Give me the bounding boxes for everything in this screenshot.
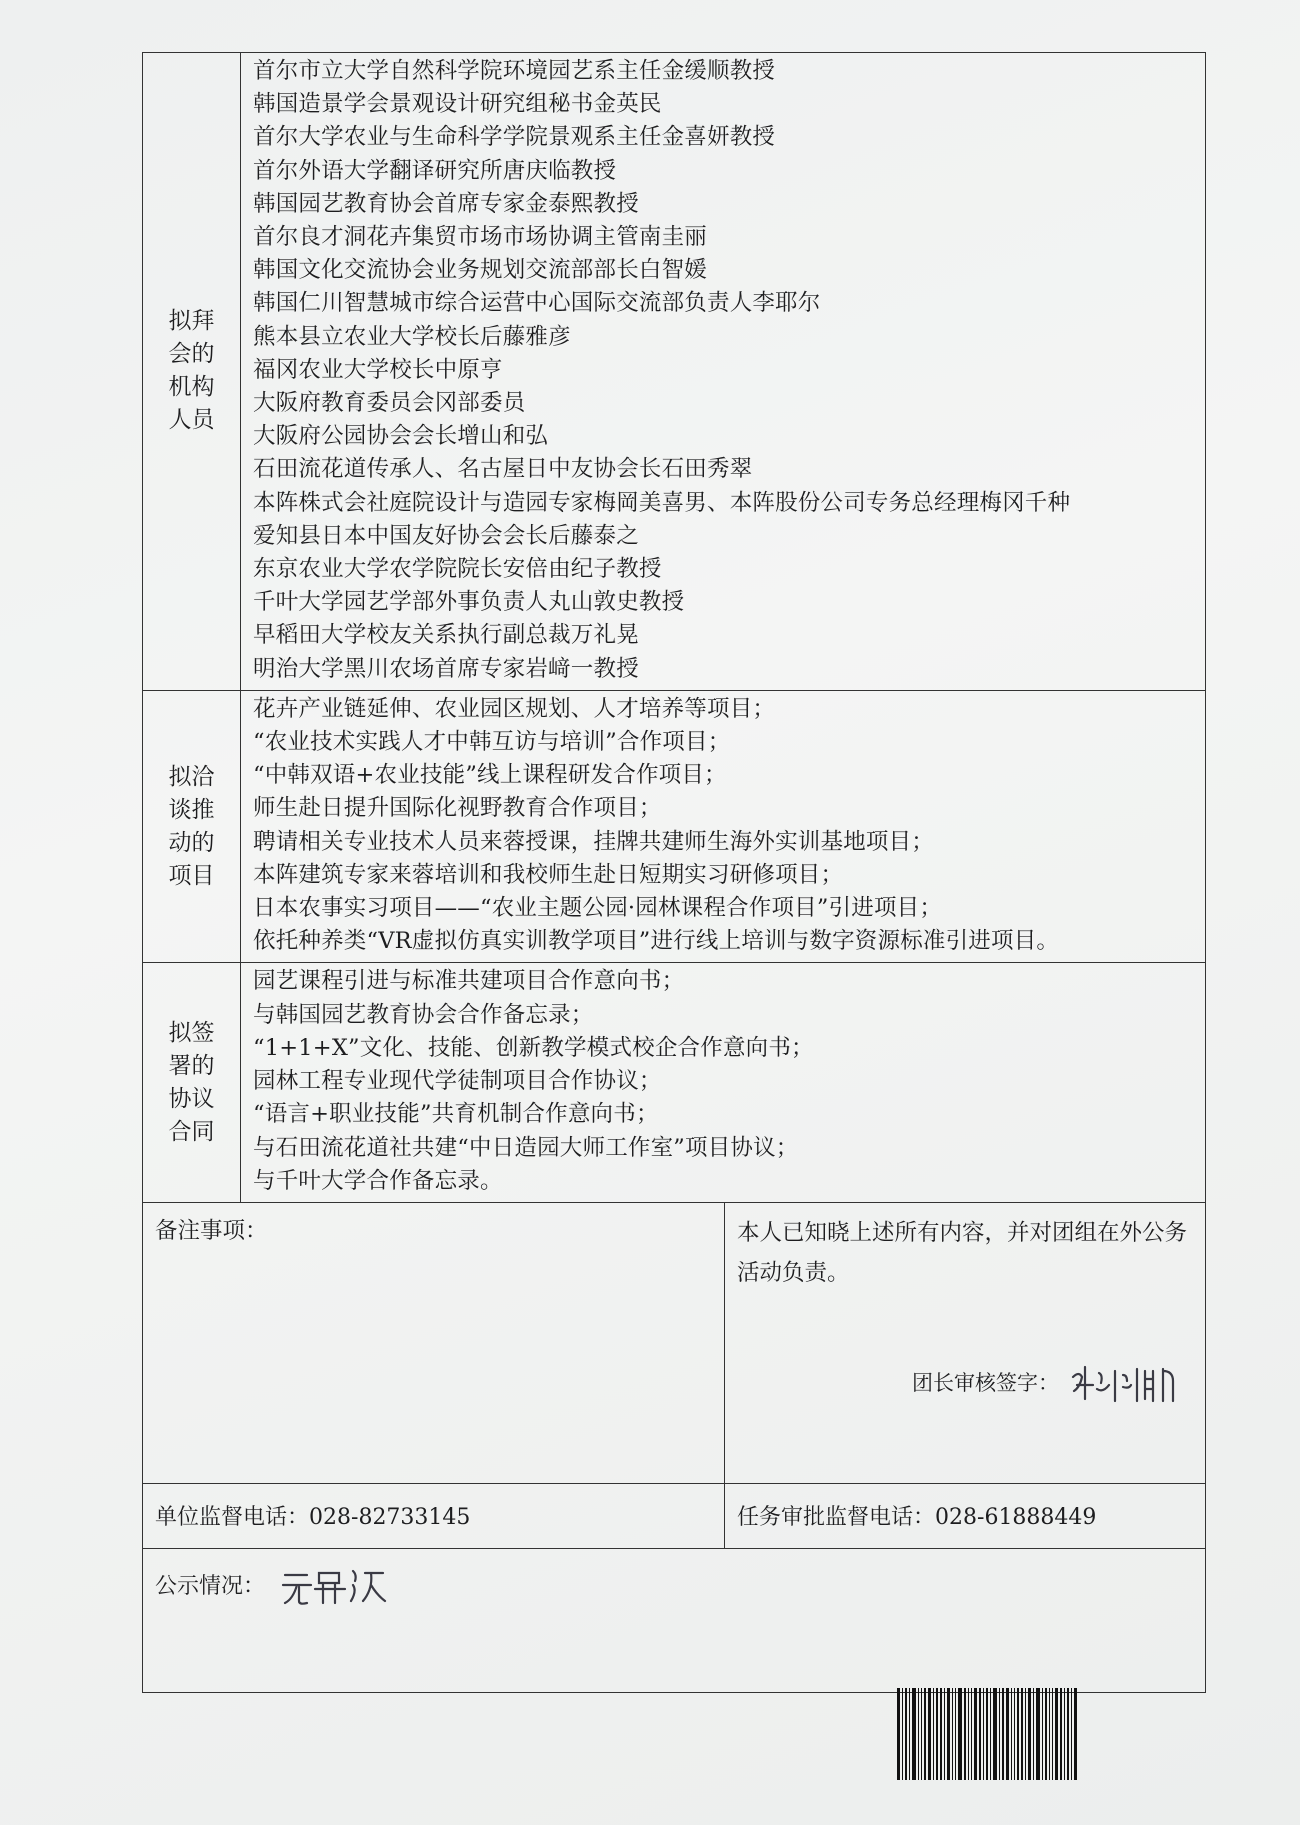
barcode-bar xyxy=(947,1688,950,1780)
list-item: 韩国仁川智慧城市综合运营中心国际交流部负责人李耶尔 xyxy=(253,290,821,317)
barcode-bar xyxy=(986,1688,988,1780)
phones-row xyxy=(143,1483,1206,1548)
list-item: 首尔外语大学翻译研究所唐庆临教授 xyxy=(253,157,617,184)
sign-label: 团长审核签字： xyxy=(912,1370,1060,1395)
barcode-bar xyxy=(1055,1688,1058,1780)
list-item: 首尔良才洞花卉集贸市场市场协调主管南圭丽 xyxy=(253,224,708,251)
barcode-bar xyxy=(1021,1688,1023,1780)
barcode-bar xyxy=(971,1688,972,1780)
projects-list xyxy=(241,690,1206,963)
task-phone-cell xyxy=(725,1483,1206,1548)
list-item: 福冈农业大学校长中原亨 xyxy=(253,356,503,383)
barcode-bar xyxy=(928,1688,931,1780)
barcode-bar xyxy=(979,1688,981,1780)
barcode-bar xyxy=(1014,1688,1015,1780)
barcode-bar xyxy=(921,1688,922,1780)
barcode-bar xyxy=(1036,1688,1040,1780)
list-item: 花卉产业链延伸、农业园区规划、人才培养等项目； xyxy=(253,695,776,722)
barcode xyxy=(897,1688,1160,1780)
remarks-label: 备注事项： xyxy=(155,1217,268,1244)
list-item: 爱知县日本中国友好协会会长后藤泰之 xyxy=(253,522,639,549)
barcode-bar xyxy=(905,1688,907,1780)
task-phone-number: 028-61888449 xyxy=(935,1505,1097,1531)
list-item: 千叶大学园艺学部外事负责人丸山敦史教授 xyxy=(253,589,685,616)
remarks-row xyxy=(143,1202,1206,1483)
handwritten-publicity-value xyxy=(279,1563,389,1607)
acknowledgement-text: 本人已知晓上述所有内容，并对团组在外公务活动负责。 xyxy=(737,1219,1188,1286)
list-item: 园艺课程引进与标准共建项目合作意向书； xyxy=(253,968,685,995)
list-item: “中韩双语+农业技能”线上课程研发合作项目； xyxy=(253,762,727,789)
barcode-bar xyxy=(924,1688,926,1780)
list-item: 东京农业大学农学院院长安倍由纪子教授 xyxy=(253,556,662,583)
barcode-bar xyxy=(1049,1688,1050,1780)
list-item: 日本农事实习项目——“农业主题公园·园林课程合作项目”引进项目； xyxy=(253,895,943,922)
list-item: 早稻田大学校友关系执行副总裁万礼晃 xyxy=(253,622,639,649)
barcode-bar xyxy=(1002,1688,1004,1780)
agreements-list xyxy=(241,963,1206,1202)
barcode-bar xyxy=(912,1688,916,1780)
visit-institutions-label: 拟拜会的机构人员 xyxy=(143,53,241,691)
task-phone-label: 任务审批监督电话： xyxy=(737,1505,936,1531)
list-item: “1+1+X”文化、技能、创新教学模式校企合作意向书； xyxy=(253,1034,814,1061)
approval-form-table xyxy=(142,52,1206,1693)
barcode-bar xyxy=(1074,1688,1077,1780)
list-item: 大阪府教育委员会冈部委员 xyxy=(253,390,526,417)
barcode-bar xyxy=(933,1688,934,1780)
acknowledgement-cell xyxy=(725,1202,1206,1483)
barcode-bar xyxy=(958,1688,962,1780)
barcode-bar xyxy=(1011,1688,1012,1780)
barcode-bar xyxy=(944,1688,945,1780)
barcode-bar xyxy=(968,1688,969,1780)
unit-phone-label: 单位监督电话： xyxy=(155,1505,310,1531)
list-item: 明治大学黑川农场首席专家岩﨑一教授 xyxy=(253,655,639,682)
barcode-bar xyxy=(1033,1688,1034,1780)
barcode-bar xyxy=(918,1688,919,1780)
barcode-bar xyxy=(1052,1688,1053,1780)
list-item: “语言+职业技能”共育机制合作意向书； xyxy=(253,1101,659,1128)
barcode-bar xyxy=(955,1688,956,1780)
list-item: 师生赴日提升国际化视野教育合作项目； xyxy=(253,795,662,822)
barcode-bar xyxy=(993,1688,997,1780)
barcode-bar xyxy=(952,1688,953,1780)
list-item: 石田流花道传承人、名古屋日中友协会长石田秀翠 xyxy=(253,456,753,483)
visit-institutions-list xyxy=(241,53,1206,691)
agreements-label: 拟签署的协议合同 xyxy=(143,963,241,1202)
list-item: 首尔大学农业与生命科学学院景观系主任金喜妍教授 xyxy=(253,124,776,151)
barcode-bar xyxy=(974,1688,977,1780)
barcode-bar xyxy=(1017,1688,1019,1780)
barcode-bar xyxy=(999,1688,1000,1780)
barcode-bar xyxy=(936,1688,938,1780)
handwritten-signature xyxy=(1065,1359,1185,1407)
list-item: 本阵株式会社庭院设计与造园专家梅岡美喜男、本阵股份公司专务总经理梅冈千种 xyxy=(253,489,1071,516)
list-item: “农业技术实践人才中韩互访与培训”合作项目； xyxy=(253,729,731,756)
list-item: 熊本县立农业大学校长后藤雅彦 xyxy=(253,323,571,350)
publicity-label: 公示情况： xyxy=(155,1574,266,1600)
list-item: 大阪府公园协会会长增山和弘 xyxy=(253,423,549,450)
list-item: 韩国文化交流协会业务规划交流部部长白智媛 xyxy=(253,257,708,284)
list-item: 本阵建筑专家来蓉培训和我校师生赴日短期实习研修项目； xyxy=(253,861,844,888)
list-item: 依托种养类“VR虚拟仿真实训教学项目”进行线上培训与数字资源标准引进项目。 xyxy=(253,928,1060,955)
barcode-bar xyxy=(940,1688,942,1780)
publicity-cell xyxy=(143,1548,1206,1692)
unit-phone-cell xyxy=(143,1483,725,1548)
barcode-bar xyxy=(1045,1688,1047,1780)
barcode-bar xyxy=(990,1688,991,1780)
barcode-bar xyxy=(983,1688,984,1780)
agreements-row xyxy=(143,963,1206,1202)
remarks-cell xyxy=(143,1202,725,1483)
barcode-bar xyxy=(909,1688,910,1780)
signature-row xyxy=(912,1359,1185,1407)
unit-phone-number: 028-82733145 xyxy=(309,1505,471,1531)
list-item: 韩国园艺教育协会首席专家金泰熙教授 xyxy=(253,190,639,217)
barcode-bar xyxy=(964,1688,966,1780)
barcode-bar xyxy=(1060,1688,1062,1780)
barcode-bar xyxy=(1006,1688,1009,1780)
list-item: 首尔市立大学自然科学院环境园艺系主任金缓顺教授 xyxy=(253,58,776,84)
list-item: 与韩国园艺教育协会合作备忘录； xyxy=(253,1001,594,1028)
barcode-bar xyxy=(897,1688,900,1780)
list-item: 韩国造景学会景观设计研究组秘书金英民 xyxy=(253,91,662,118)
barcode-bar xyxy=(902,1688,903,1780)
barcode-bar xyxy=(1028,1688,1031,1780)
visit-institutions-row xyxy=(143,53,1206,691)
list-item: 与千叶大学合作备忘录。 xyxy=(253,1167,503,1194)
barcode-bar xyxy=(1025,1688,1026,1780)
publicity-row xyxy=(143,1548,1206,1692)
list-item: 与石田流花道社共建“中日造园大师工作室”项目协议； xyxy=(253,1134,799,1161)
barcode-bar xyxy=(1042,1688,1043,1780)
list-item: 园林工程专业现代学徒制项目合作协议； xyxy=(253,1068,662,1095)
barcode-bar xyxy=(1067,1688,1069,1780)
barcode-bar xyxy=(1071,1688,1072,1780)
barcode-bar xyxy=(1064,1688,1065,1780)
projects-row xyxy=(143,690,1206,963)
list-item: 聘请相关专业技术人员来蓉授课，挂牌共建师生海外实训基地项目； xyxy=(253,828,935,855)
projects-label: 拟洽谈推动的项目 xyxy=(143,690,241,963)
